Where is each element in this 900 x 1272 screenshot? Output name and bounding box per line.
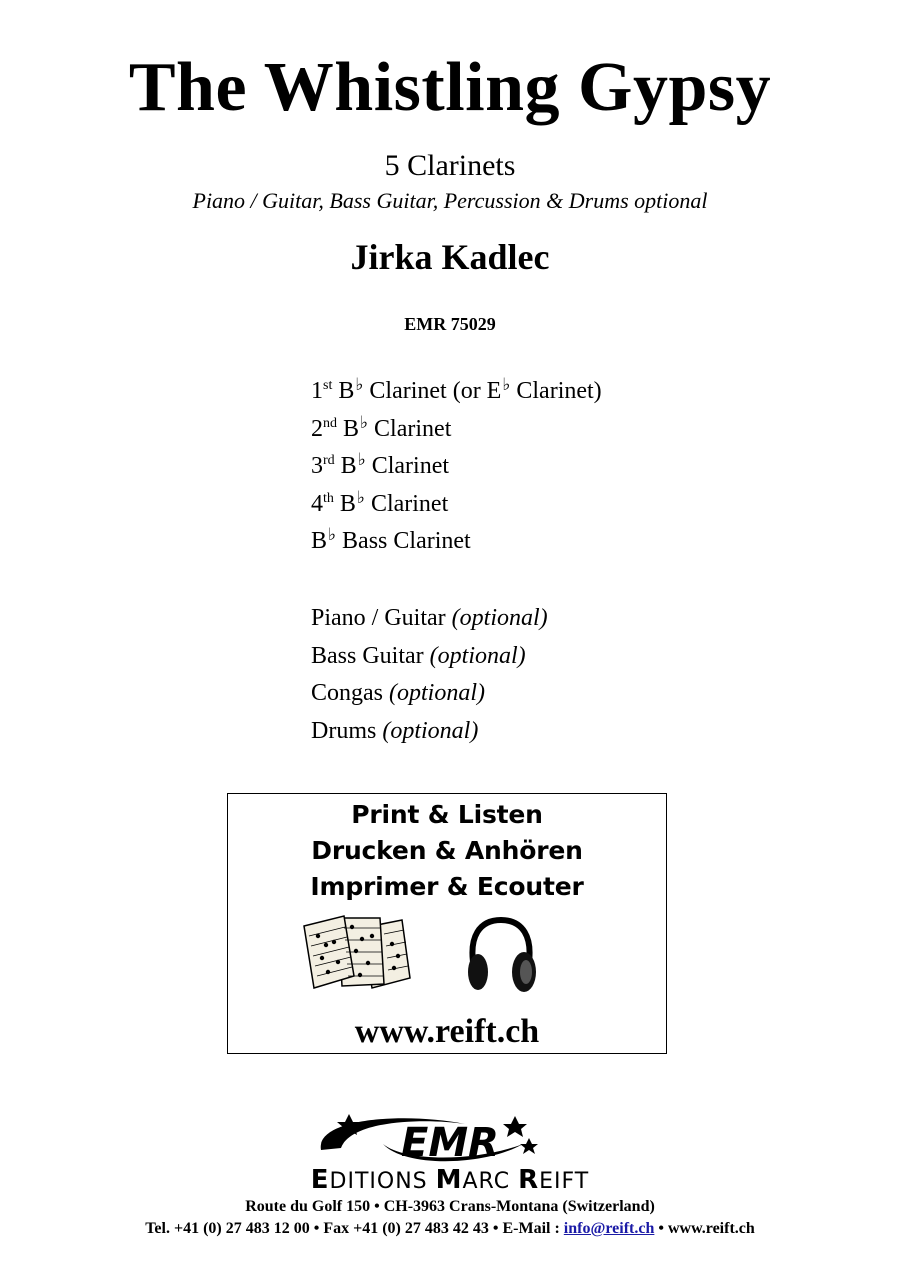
promo-website[interactable]: www.reift.ch bbox=[354, 1013, 540, 1050]
promo-line-german: Drucken & Anhören bbox=[311, 836, 583, 865]
flat-icon: ♭ bbox=[357, 450, 366, 469]
instrumentation-note: Piano / Guitar, Bass Guitar, Percussion & Drums optional bbox=[192, 188, 708, 213]
optional-part-item: Congas (optional) bbox=[311, 680, 485, 706]
logo-emr-text: EMR bbox=[401, 1120, 499, 1166]
sheet-music-icon bbox=[300, 914, 412, 996]
print-listen-box bbox=[227, 793, 667, 1054]
part-item: 3rd B♭ Clarinet bbox=[311, 450, 450, 479]
flat-icon: ♭ bbox=[328, 525, 337, 544]
publisher-address: Route du Golf 150 • CH-3963 Crans-Montana (Switzerland) bbox=[245, 1198, 655, 1215]
publisher-name: EDITIONS MARC REIFT bbox=[310, 1165, 590, 1192]
parts-list bbox=[311, 373, 602, 561]
part-item: 2nd B♭ Clarinet bbox=[311, 412, 452, 442]
optional-parts-list bbox=[311, 600, 548, 750]
promo-line-french: Imprimer & Ecouter bbox=[310, 872, 584, 901]
optional-part-item: Piano / Guitar (optional) bbox=[311, 605, 548, 631]
part-item: B♭ Bass Clarinet bbox=[311, 525, 471, 554]
optional-part-item: Bass Guitar (optional) bbox=[311, 642, 526, 669]
flat-icon: ♭ bbox=[502, 375, 511, 394]
part-item: 4th B♭ Clarinet bbox=[311, 487, 449, 517]
composer-name: Jirka Kadlec bbox=[350, 237, 550, 277]
emr-publisher-logo bbox=[255, 1108, 645, 1192]
email-link[interactable]: info@reift.ch bbox=[563, 1220, 655, 1237]
score-title: The Whistling Gypsy bbox=[128, 49, 772, 126]
part-item: 1st B♭ Clarinet (or E♭ Clarinet) bbox=[311, 375, 602, 404]
flat-icon: ♭ bbox=[356, 487, 365, 507]
flat-icon: ♭ bbox=[360, 412, 369, 432]
headphones-icon bbox=[464, 916, 538, 996]
promo-line-english: Print & Listen bbox=[351, 800, 543, 829]
flat-icon: ♭ bbox=[355, 375, 364, 394]
publisher-contact: Tel. +41 (0) 27 483 12 00 • Fax +41 (0) 27 483 42 43 • E-Mail : info@reift.ch • www.reift.ch bbox=[145, 1220, 755, 1237]
catalog-number: EMR 75029 bbox=[404, 314, 496, 334]
ensemble-subtitle: 5 Clarinets bbox=[384, 149, 516, 182]
optional-part-item: Drums (optional) bbox=[311, 717, 479, 744]
